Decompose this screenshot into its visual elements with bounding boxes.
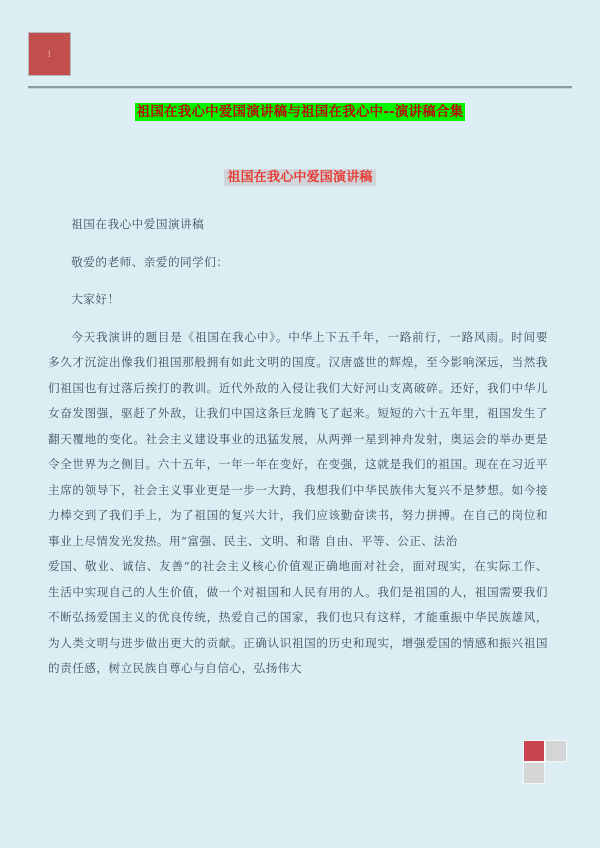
document-subtitle [0, 166, 600, 187]
body-paragraph-2: 爱国、敬业、诚信、友善”的社会主义核心价值观正确地面对社会，面对现实，在实际工作、生活中实现自己的人生价值，做一个对祖国和人民有用的人。我们是祖国的人，祖国需要我们不断弘扬爱国主义的优良传统，热爱自己的国家，我们也只有这样，才能重振中华民族雄风，为人类文明与进步做出更大的贡献。正确认识祖国的历史和现实，增强爱国的情感和振兴祖国的责任感，树立民族自尊心与自信心，弘扬伟大 [48, 559, 548, 675]
body-greeting: 大家好！ [71, 292, 120, 306]
decorative-squares [523, 740, 571, 789]
body-salutation: 敬爱的老师、亲爱的同学们： [71, 254, 229, 269]
document-body [48, 212, 548, 694]
body-paragraph-1: 今天我演讲的题目是《祖国在我心中》。中华上下五千年，一路前行，一路风雨。时间要多久才沉淀出像我们祖国那般拥有如此文明的国度。汉唐盛世的辉煌，至今影响深远，当然我们祖国也有过落后挨打的教训。近代外敌的入侵让我们大好河山支离破碎。还好，我们中华儿女奋发图强，驱赶了外敌，让我们中国这条巨龙腾飞了起来。短短的六十五年里，祖国发生了翻天覆地的变化。社会主义建设事业的迅猛发展，从两弹一星到神舟发射，奥运会的举办更是令全世界为之侧目。六十五年，一年一年在变好，在变强，这就是我们的祖国。现在在习近平主席的领导下，社会主义事业更是一步一大跨，我想我们中华民族伟大复兴不是梦想。如今接力棒交到了我们手上，为了祖国的复兴大计，我们应该勤奋读书，努力拼搏。在自己的岗位和事业上尽情发光发热。用“富强、民主、文明、和谐 自由、平等、公正、法治 [48, 329, 548, 548]
header-divider [28, 86, 572, 88]
decorative-square-red [523, 740, 545, 762]
document-title-text: 祖国在我心中爱国演讲稿与祖国在我心中--演讲稿合集 [136, 104, 464, 120]
body-heading: 祖国在我心中爱国演讲稿 [71, 217, 205, 231]
document-subtitle-text: 祖国在我心中爱国演讲稿 [224, 169, 375, 186]
document-title [0, 101, 600, 122]
decorative-square-gray-right [545, 740, 567, 762]
decorative-square-gray-below [523, 762, 545, 784]
page-number-badge: 1 [28, 32, 71, 76]
